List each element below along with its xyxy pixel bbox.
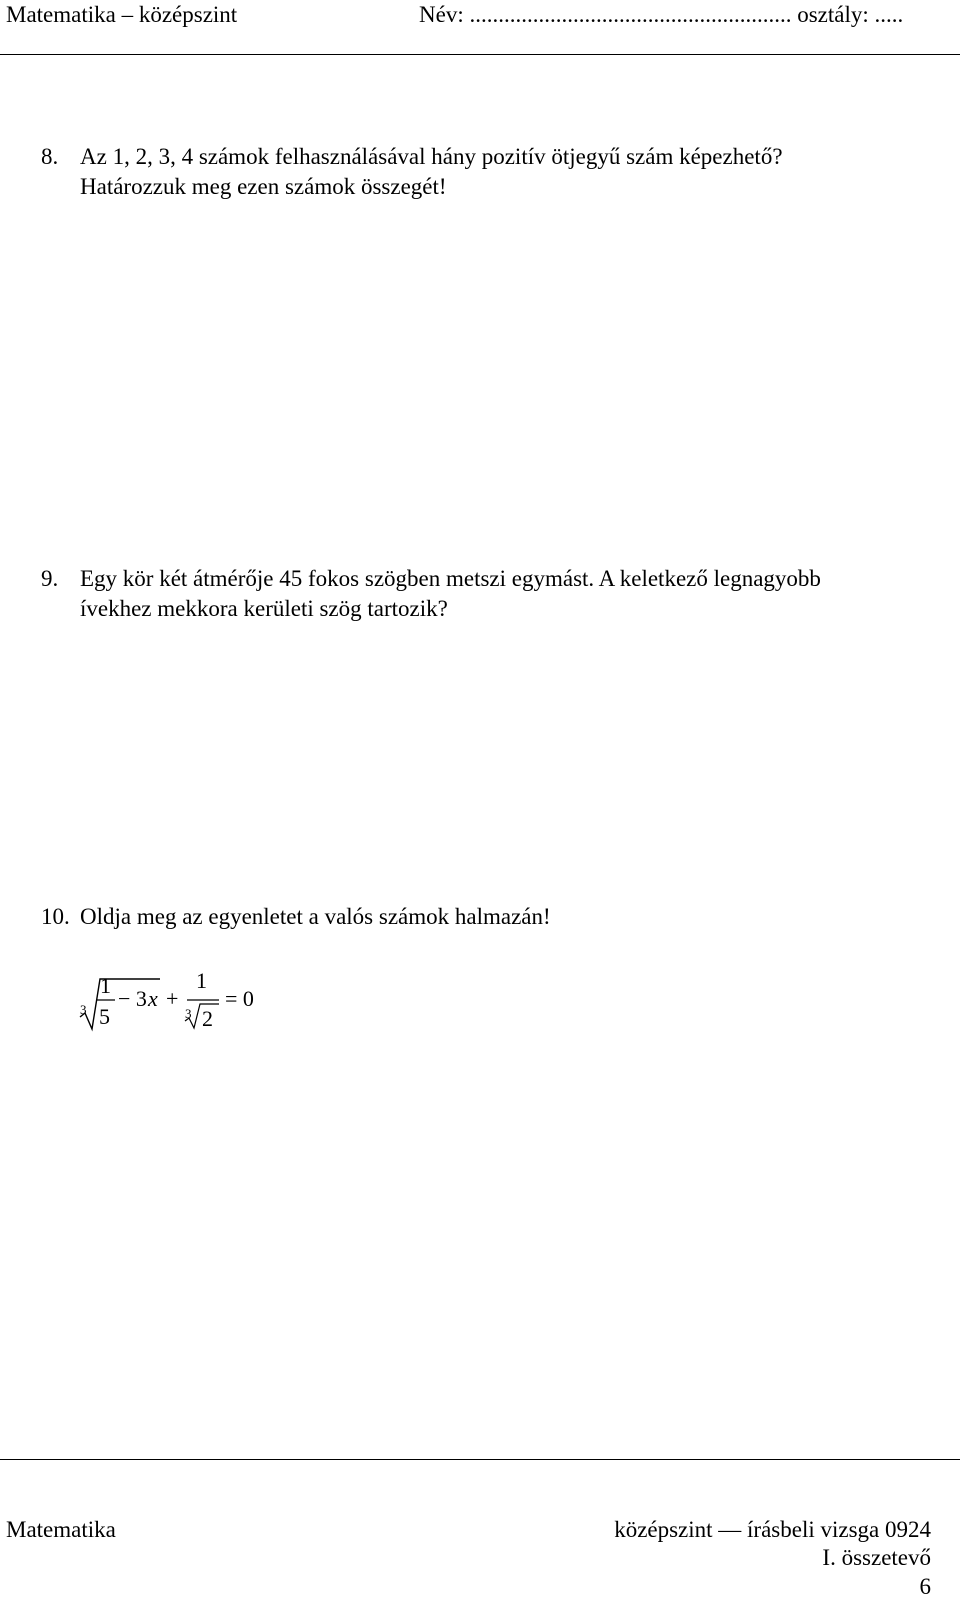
header-subject: Matematika – középszint bbox=[6, 2, 238, 27]
equation bbox=[80, 968, 284, 1055]
footer-component: I. összetevő bbox=[822, 1545, 931, 1570]
frac2-denominator-radicand: 2 bbox=[202, 1006, 213, 1031]
footer-left: Matematika bbox=[6, 1517, 116, 1542]
problem-10-line-1: Oldja meg az egyenletet a valós számok halmazán! bbox=[80, 904, 551, 929]
variable-x: x bbox=[148, 986, 158, 1011]
problem-8-line-2: Határozzuk meg ezen számok összegét! bbox=[80, 174, 447, 199]
problem-9-line-2: ívekhez mekkora kerületi szög tartozik? bbox=[80, 596, 448, 621]
problem-8-line-1: Az 1, 2, 3, 4 számok felhasználásával hány pozitív ötjegyű szám képezhető? bbox=[80, 144, 783, 169]
problem-10-number: 10. bbox=[41, 904, 70, 929]
page-number: 6 bbox=[919, 1574, 931, 1599]
problem-9-number: 9. bbox=[41, 566, 59, 591]
frac2-numerator: 1 bbox=[196, 968, 207, 993]
header-name-class: Név: ........................................................ osztály: ..... bbox=[419, 2, 904, 27]
frac1-numerator: 1 bbox=[100, 973, 111, 998]
problem-9-line-1: Egy kör két átmérője 45 fokos szögben metszi egymást. A keletkező legnagyobb bbox=[80, 566, 821, 591]
outer-root-index: 3 bbox=[80, 1002, 87, 1017]
header-rule bbox=[0, 54, 960, 55]
footer-right: középszint — írásbeli vizsga 0924 bbox=[614, 1517, 931, 1542]
problem-8-number: 8. bbox=[41, 144, 59, 169]
footer-rule bbox=[0, 1459, 960, 1460]
plus-sign: + bbox=[166, 986, 179, 1011]
inner-root-index: 3 bbox=[185, 1006, 192, 1021]
frac1-denominator: 5 bbox=[99, 1004, 110, 1029]
minus-term: − 3 bbox=[118, 986, 147, 1011]
equation-rhs: = 0 bbox=[225, 986, 254, 1011]
